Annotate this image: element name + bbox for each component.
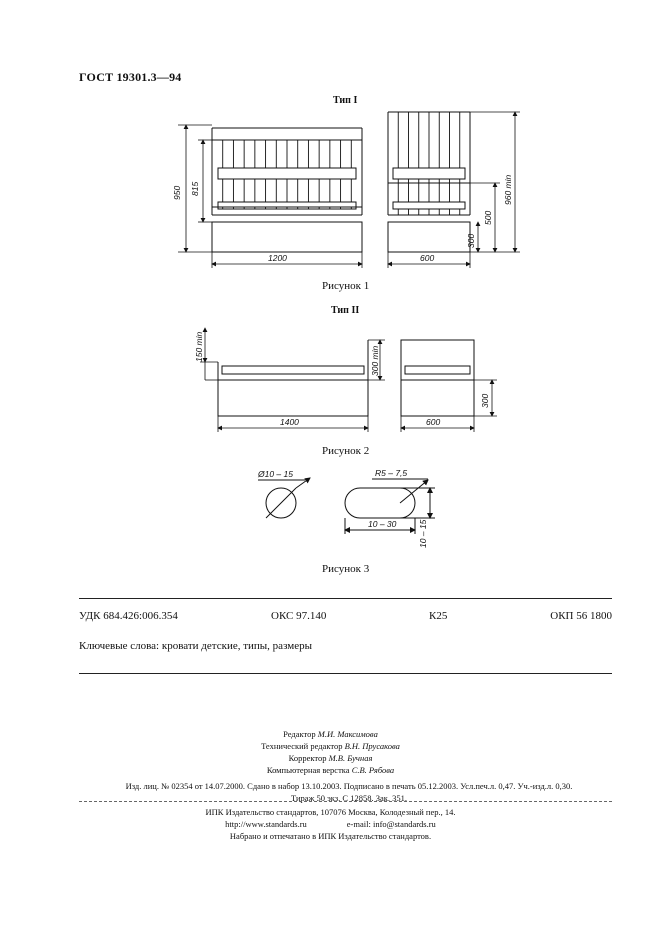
k-code: К25 [429,610,448,622]
dim-950: 950 [172,185,182,200]
figure3-round-hole [258,478,310,518]
figure2-side-view [218,340,368,416]
dim-r: R5 – 7,5 [375,468,408,478]
dim-slot-width: 10 – 30 [368,519,397,529]
dim-150min: 150 min [194,331,204,362]
figure1-end-view [388,112,470,252]
figure2-end-view [401,340,474,416]
oks-code: ОКС 97.140 [271,610,327,622]
figure1-caption: Рисунок 1 [322,280,370,292]
dim-600-fig2: 600 [426,417,441,427]
okp-code: ОКП 56 1800 [550,610,612,622]
publication-info: Изд. лиц. № 02354 от 14.07.2000. Сдано в набор 13.10.2003. Подписано в печать 05.12.2003. Усл.печ.л. 0,47. Уч.-изд.л. 0,30. Тираж 50 экз. С 12858. Зак. 351. [125,781,573,803]
figure2-title: Тип II [331,305,360,316]
top-rule [79,598,612,599]
dim-300-fig2: 300 [480,393,490,408]
figure3-caption: Рисунок 3 [322,563,370,575]
dashed-separator [79,801,612,802]
dim-1400: 1400 [280,417,299,427]
dim-815: 815 [190,181,200,196]
dim-960min: 960 min [503,174,513,205]
document-header: ГОСТ 19301.3—94 [79,70,182,84]
dim-300-fig1: 300 [466,233,476,248]
editors-block: Редактор М.И. Максимова Технический редактор В.Н. Прусакова Корректор М.В. Бучная Компьютерная верстка С.В. Рябова [261,729,400,775]
publisher-email: e-mail: info@standards.ru [346,819,436,829]
figure1-side-view [212,128,362,252]
keywords: Ключевые слова: кровати детские, типы, размеры [79,640,312,652]
dim-slot-height: 10 – 15 [418,519,428,548]
dim-phi: Ø10 – 15 [258,469,293,479]
editor-name: М.И. Максимова [317,729,378,739]
tech-editor-name: В.Н. Прусакова [344,741,400,751]
publisher-website: http://www.standards.ru [225,819,307,829]
dim-1200: 1200 [268,253,287,263]
dim-600-fig1: 600 [420,253,435,263]
udk-code: УДК 684.426:006.354 [79,610,178,622]
corrector-name: М.В. Бучная [328,753,373,763]
figure1-title: Тип I [333,95,358,106]
dim-300min: 300 min [370,345,380,376]
publisher-info: ИПК Издательство стандартов, 107076 Москва, Колодезный пер., 14. http://www.standards.ru e-mail: info@standards.ru Набрано и отпечатано в ИПК Издательство стандартов. [205,807,456,841]
dim-500: 500 [483,210,493,225]
bottom-rule [79,673,612,674]
figure2-caption: Рисунок 2 [322,445,370,457]
layout-name: С.В. Рябова [351,765,395,775]
